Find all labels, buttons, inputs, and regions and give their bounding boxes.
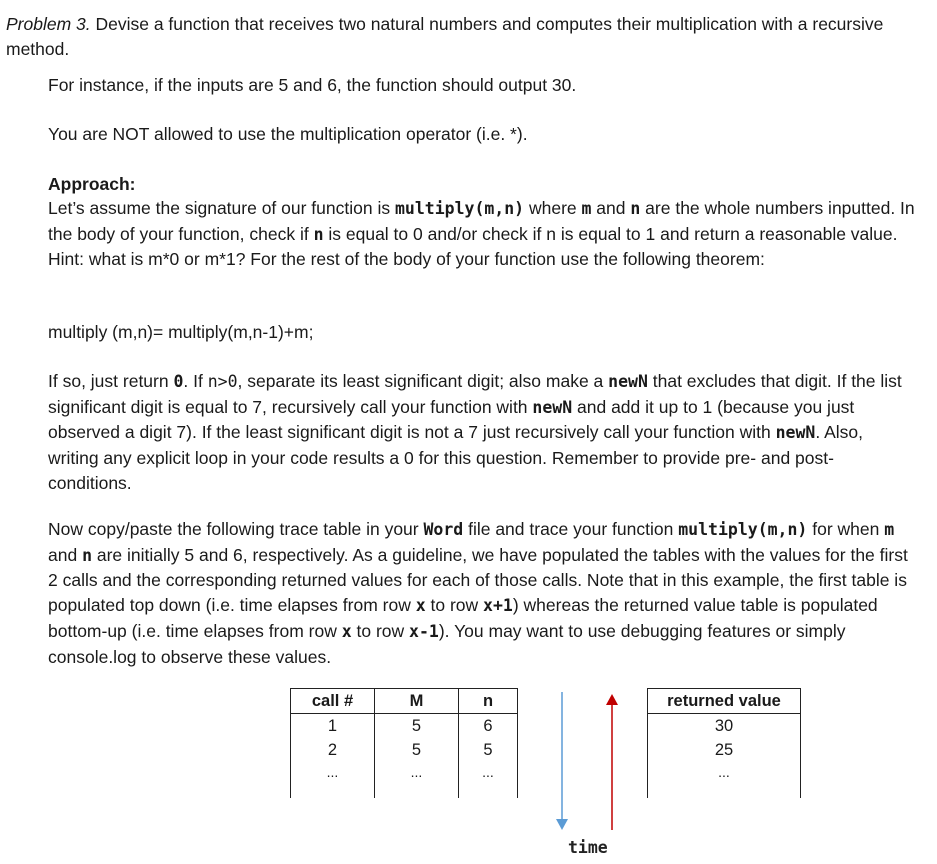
trace-text-4: and (48, 544, 83, 565)
instance-paragraph: For instance, if the inputs are 5 and 6, the function should output 30. (48, 75, 577, 95)
returned-value-ellipsis: ... (648, 762, 801, 798)
problem-statement (6, 12, 906, 61)
returned-value-table (647, 688, 801, 798)
ifso-text-3: , separate its least significant digit; also make a (237, 371, 609, 391)
ifso-newN-3: newN (775, 423, 816, 443)
ifso-zero: 0 (173, 372, 184, 391)
up-arrow-head (606, 694, 618, 705)
table-row (648, 714, 801, 739)
ifso-text-4: that excludes that digit. If the list significant digit is equal to 7, recursively call your function with (48, 371, 902, 417)
call-number-header: call # (291, 689, 375, 714)
if-so-paragraph (48, 369, 918, 496)
approach-var-m: m (581, 199, 592, 218)
ifso-text-6: . Also, writing any explicit loop in your code results a 0 for this question. Remember to provide pre- and post- conditions. (48, 422, 863, 493)
ifso-text-1: If so, just return (48, 371, 174, 391)
n-cell: 5 (459, 738, 518, 762)
approach-text-3: and (591, 198, 631, 218)
trace-paragraph (48, 517, 918, 669)
table-row (291, 762, 518, 798)
table-row (648, 738, 801, 762)
approach-var-n-2: n (313, 224, 324, 244)
call-number-cell: 2 (291, 738, 375, 762)
ifso-text-2: . If (183, 371, 208, 391)
m-cell: 5 (375, 738, 459, 762)
returned-value-header: returned value (648, 689, 801, 714)
n-cell: 6 (459, 714, 518, 739)
approach-heading: Approach: (48, 174, 136, 194)
trace-x-4: x-1 (409, 621, 439, 641)
table-row (291, 738, 518, 762)
time-label: time (568, 838, 608, 857)
ifso-condition: n>0 (207, 372, 238, 391)
problem-text: Devise a function that receives two natural numbers and computes their multiplication with a recursive method. (6, 14, 884, 59)
trace-var-m: m (884, 520, 895, 539)
ifso-newN-2: newN (532, 397, 573, 417)
approach-var-n: n (630, 199, 641, 218)
trace-word: Word (423, 520, 464, 539)
trace-text-5: are initially 5 and 6, respectively. As a guideline, we have populated the tables with the values for the first 2 calls and the corresponding returned values for each of those calls. Note that in this example, the first table is populated top down (i.e. time elapses from row (48, 544, 908, 616)
trace-signature: multiply(m,n) (678, 520, 808, 539)
trace-x-1: x (415, 596, 426, 616)
trace-text-3: for when (807, 519, 885, 539)
trace-var-n: n (82, 545, 92, 565)
approach-text-4: are the whole numbers inputted. In the body of your function, check if (48, 198, 915, 244)
n-header: n (459, 689, 518, 714)
table-row (648, 762, 801, 798)
not-allowed-paragraph: You are NOT allowed to use the multiplication operator (i.e. *). (48, 124, 528, 144)
time-arrows (550, 690, 630, 840)
trace-text-8: to row (351, 620, 410, 641)
call-table-header-row (291, 689, 518, 714)
ifso-text-5: and add it up to 1 (because you just observed a digit 7). If the least significant digit is not a 7 just recursively call your function with (48, 396, 855, 443)
returned-value-cell: 30 (648, 714, 801, 739)
m-cell: 5 (375, 714, 459, 739)
m-ellipsis: ... (375, 762, 459, 798)
call-number-cell: 1 (291, 714, 375, 739)
trace-text-7: ) whereas the returned value table is populated bottom-up (i.e. time elapses from row (48, 595, 878, 641)
trace-x-2: x+1 (483, 596, 513, 616)
n-ellipsis: ... (459, 762, 518, 798)
formula-line: multiply (m,n)= multiply(m,n-1)+m; (48, 322, 314, 342)
approach-signature: multiply(m,n) (394, 199, 525, 218)
call-number-ellipsis: ... (291, 762, 375, 798)
returned-table-header-row (648, 689, 801, 714)
approach-paragraph (48, 196, 918, 272)
table-row (291, 714, 518, 739)
trace-x-3: x (341, 621, 352, 641)
trace-text-1: Now copy/paste the following trace table in your (48, 519, 424, 539)
call-trace-table (290, 688, 518, 798)
approach-text-2: where (524, 198, 582, 218)
trace-text-9: ). You may want to use debugging features or simply console.log to observe these values. (48, 620, 846, 667)
approach-text-1: Let’s assume the signature of our function is (48, 198, 395, 218)
returned-value-cell: 25 (648, 738, 801, 762)
problem-label: Problem 3. (6, 14, 91, 34)
trace-text-6: to row (425, 595, 484, 616)
trace-text-2: file and trace your function (463, 519, 679, 539)
m-header: M (375, 689, 459, 714)
down-arrow-head (556, 819, 568, 830)
ifso-newN: newN (608, 372, 648, 391)
approach-text-5: is equal to 0 and/or check if n is equal to 1 and return a reasonable value. Hint: what is m*0 or m*1? For the rest of the body of your function use the following theorem: (48, 223, 898, 270)
